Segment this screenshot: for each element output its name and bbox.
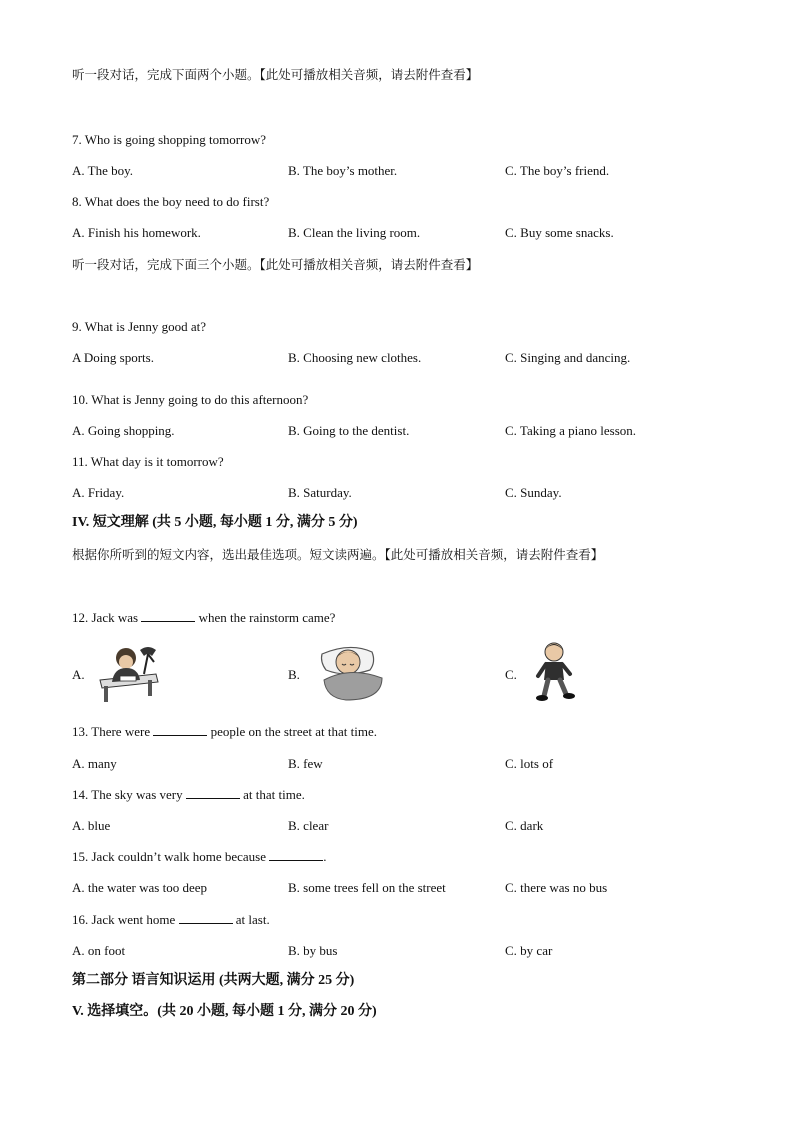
question-14 <box>72 787 305 803</box>
q16-option-c: C. by car <box>505 943 553 958</box>
q11-option-a: A. Friday. <box>72 485 125 500</box>
question-16 <box>72 912 270 928</box>
question-10: 10. What is Jenny going to do this afternoon? <box>72 392 309 407</box>
q16-option-b: B. by bus <box>288 943 338 958</box>
boy-studying-at-desk-image <box>96 640 162 704</box>
q14-option-c: C. dark <box>505 818 544 833</box>
q11-option-c: C. Sunday. <box>505 485 562 500</box>
q15-option-a: A. the water was too deep <box>72 880 208 895</box>
q14-option-a: A. blue <box>72 818 111 833</box>
q8-option-b: B. Clean the living room. <box>288 225 421 240</box>
q14-text-before: 14. The sky was very <box>72 787 183 802</box>
q16-option-a: A. on foot <box>72 943 126 958</box>
q9-option-a: A Doing sports. <box>72 350 154 365</box>
question-8: 8. What does the boy need to do first? <box>72 194 270 209</box>
q13-text-after: people on the street at that time. <box>207 724 378 739</box>
section-4-heading: IV. 短文理解 (共 5 小题, 每小题 1 分, 满分 5 分) <box>72 515 358 530</box>
boy-sleeping-in-bed-image <box>316 640 386 704</box>
q10-option-a: A. Going shopping. <box>72 423 175 438</box>
q15-text-before: 15. Jack couldn’t walk home because <box>72 849 266 864</box>
question-11: 11. What day is it tomorrow? <box>72 454 224 469</box>
q10-option-c: C. Taking a piano lesson. <box>505 423 637 438</box>
q7-option-c: C. The boy’s friend. <box>505 163 610 178</box>
q15-text-after: . <box>323 849 327 864</box>
boy-walking-image <box>534 640 578 704</box>
q14-option-b: B. clear <box>288 818 329 833</box>
answer-blank <box>179 912 233 924</box>
listening-instruction-1: 听一段对话，完成下面两个小题。【此处可播放相关音频，请去附件查看】 <box>72 67 479 82</box>
q15-option-c: C. there was no bus <box>505 880 608 895</box>
q15-option-b: B. some trees fell on the street <box>288 880 446 895</box>
question-12 <box>72 610 335 626</box>
question-13 <box>72 724 377 740</box>
listening-instruction-2: 听一段对话，完成下面三个小题。【此处可播放相关音频，请去附件查看】 <box>72 257 479 272</box>
answer-blank <box>269 849 323 861</box>
q10-option-b: B. Going to the dentist. <box>288 423 410 438</box>
q11-option-b: B. Saturday. <box>288 485 352 500</box>
q9-option-b: B. Choosing new clothes. <box>288 350 422 365</box>
question-9: 9. What is Jenny good at? <box>72 319 207 334</box>
q12-text-after: when the rainstorm came? <box>195 610 336 625</box>
q12-text-before: 12. Jack was <box>72 610 139 625</box>
q7-option-a: A. The boy. <box>72 163 134 178</box>
q7-option-b: B. The boy’s mother. <box>288 163 398 178</box>
question-15 <box>72 849 326 865</box>
answer-blank <box>153 724 207 736</box>
question-7: 7. Who is going shopping tomorrow? <box>72 132 267 147</box>
q13-option-b: B. few <box>288 756 323 771</box>
part-2-heading: 第二部分 语言知识运用 (共两大题, 满分 25 分) <box>72 973 355 988</box>
section-4-instructions: 根据你所听到的短文内容，选出最佳选项。短文读两遍。【此处可播放相关音频，请去附件查看】 <box>72 547 604 562</box>
q16-text-after: at last. <box>232 912 270 927</box>
q12-option-c-label: C. <box>505 667 517 682</box>
q13-option-c: C. lots of <box>505 756 554 771</box>
q8-option-a: A. Finish his homework. <box>72 225 201 240</box>
q8-option-c: C. Buy some snacks. <box>505 225 614 240</box>
answer-blank <box>186 787 240 799</box>
q12-option-a-label: A. <box>72 667 85 682</box>
answer-blank <box>141 610 195 622</box>
section-5-heading: V. 选择填空。(共 20 小题, 每小题 1 分, 满分 20 分) <box>72 1004 377 1019</box>
q14-text-after: at that time. <box>239 787 305 802</box>
q12-option-b-label: B. <box>288 667 300 682</box>
q13-option-a: A. many <box>72 756 117 771</box>
q13-text-before: 13. There were <box>72 724 151 739</box>
q16-text-before: 16. Jack went home <box>72 912 176 927</box>
q9-option-c: C. Singing and dancing. <box>505 350 631 365</box>
